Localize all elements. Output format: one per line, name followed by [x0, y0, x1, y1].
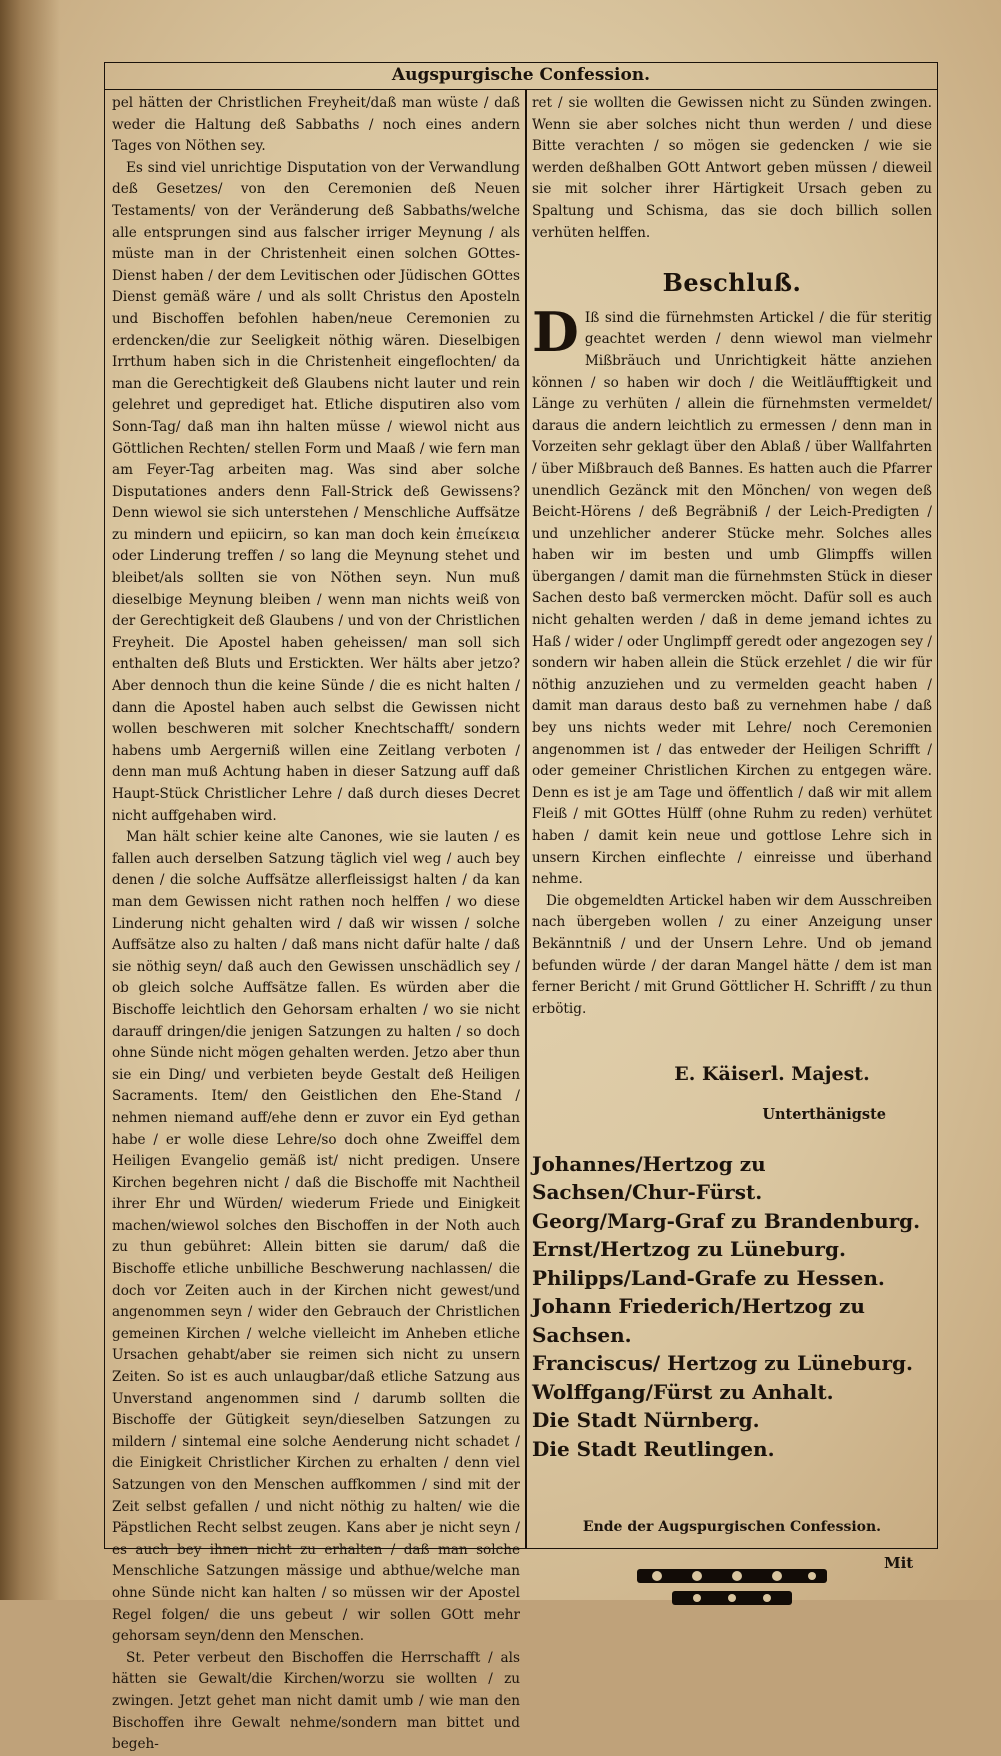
section-heading: Beschluß.	[662, 268, 802, 298]
signatory: Georg/Marg-Graf zu Brandenburg.	[532, 1208, 921, 1233]
signatory: Die Stadt Nürnberg.	[532, 1408, 760, 1433]
catchword: Mit	[884, 1554, 914, 1572]
paragraph	[532, 299, 932, 891]
paragraph-text: Iß sind die fürnehmsten Artickel / die für steritig geachtet werden / denn wiewol man vielmehr Mißbräuch und Unrichtigkeit hätte anziehen können / so haben wir doch / die Weitläufftigkeit und Länge zu verhüten / allein die fürnehmsten vermeldet/ daraus die andern leichtlich zu ermessen / denn man in Vorzeiten sehr geklagt über den Ablaß / über Wallfahrten / über Mißbrauch deß Bannes. Es hatten auch die Pfarrer unendlich Gezänck mit den Mönchen/ von wegen deß Beicht-Hörens / deß Begräbniß / der Leich-Predigten / und unzehlicher anderer Stücke mehr. Solches alles haben wir im besten und umb Glimpffs willen übergangen / damit man die fürnehmsten Stück in dieser Sachen desto baß vermercken möcht. Dafür soll es auch nicht gehalten werden / daß in deme jemand ichtes zu Haß / wider / oder Unglimpff geredt oder angezogen sey / sondern wir haben allein die Stück erzehlet / die wir für nöthig anzuziehen und zu vermelden geacht haben / damit man daraus desto baß zu vernehmen habe / daß bey uns nichts weder mit Lehre/ noch Ceremonien angenommen ist / das entweder der Heiligen Schrifft / oder gemeiner Christlichen Kirchen zu entgegen wäre. Denn es ist je am Tage und öffentlich / daß wir mit allem Fleiß / mit GOttes Hülff (ohne Ruhm zu reden) verhütet haben / damit kein neue und gottlose Lehre sich in unsern Kirchen einflechte / einreisse und überhand nehme.	[532, 309, 932, 888]
signatory: Ernst/Hertzog zu Lüneburg.	[532, 1237, 846, 1262]
binding-shadow	[0, 0, 60, 1600]
running-header	[104, 62, 938, 90]
subject-line: Unterthänigste	[762, 1105, 886, 1123]
signatory: Franciscus/ Hertzog zu Lüneburg.	[532, 1351, 913, 1376]
paragraph: Es sind viel unrichtige Disputation von der Verwandlung deß Gesetzes/ von den Ceremonien deß Neuen Testaments/ von der Veränderung deß Sabbaths/welche alle entsprungen sind aus falscher irriger Meynung / als müste man in der Christenheit einen solchen GOttes-Dienst haben / der dem Levitischen oder Jüdischen GOttes Dienst gemäß wäre / und als sollt Christus den Aposteln und Bischoffen befohlen haben/neue Ceremonien zu erdencken/die zur Seeligkeit nöthig wären. Dieselbigen Irrthum haben sich in die Christenheit eingeflochten/ da man die Gerechtigkeit deß Glaubens nicht lauter und rein gelehret und geprediget hat. Etliche disputiren also vom Sonn-Tag/ daß man ihn halten müsse / wiewol nicht aus Göttlichen Rechten/ stellen Form und Maaß / wie fern man am Feyer-Tag arbeiten mag. Was sind aber solche Disputationes anders denn Fall-Strick deß Gewissens? Denn wiewol sie sich unterstehen / Menschliche Auffsätze zu mindern und epiicirn, so kan man doch kein ἐπιείκεια oder Linderung treffen / so lang die Meynung stehet und bleibet/als sollten sie von Nöthen seyn. Nun muß dieselbige Meynung bleiben / wenn man nichts weiß von der Gerechtigkeit deß Glaubens / und von der Christlichen Freyheit. Die Apostel haben geheissen/ man soll sich enthalten deß Bluts und Erstickten. Wer hälts aber jetzo? Aber dennoch thun die keine Sünde / die es nicht halten / dann die Apostel haben auch selbst die Gewissen nicht wollen beschweren mit solcher Knechtschafft/ sondern habens umb Aergerniß willen eine Zeitlang verboten / denn man muß Achtung haben in dieser Satzung auff daß Haupt-Stück Christlicher Lehre / daß durch dieses Decret nicht auffgehaben wird.	[112, 159, 520, 824]
right-column	[532, 93, 932, 1545]
left-column	[112, 93, 520, 1753]
paragraph: ret / sie wollten die Gewissen nicht zu Sünden zwingen. Wenn sie aber solches nicht thun werden / und diese Bitte verachten / so mögen sie gedencken / wie sie werden deßhalben GOtt Antwort geben müssen / dieweil sie mit solcher ihrer Härtigkeit Ursach geben zu Spaltung und Schisma, das sie doch billich sollen verhüten helffen.	[532, 95, 932, 241]
paragraph: Die obgemeldten Artickel haben wir dem Ausschreiben nach übergeben wollen / zu einer Anzeigung unser Bekänntniß / und der Unsern Lehre. Und ob jemand befunden würde / der daran Mangel hätte / dem ist man ferner Bericht / mit Grund Göttlicher H. Schrifft / zu thun erbötig.	[532, 892, 932, 1017]
signatory: Johannes/Hertzog zu Sachsen/Chur-Fürst.	[532, 1151, 766, 1205]
fleuron-graphic	[637, 1561, 827, 1617]
signatory: Wolffgang/Fürst zu Anhalt.	[532, 1379, 834, 1404]
signatory-list	[532, 1150, 932, 1464]
drop-capital: D	[532, 299, 579, 364]
colophon: Ende der Augspurgischen Confession.	[582, 1519, 882, 1536]
signatory: Philipps/Land-Grafe zu Hessen.	[532, 1265, 885, 1290]
running-title: Augspurgische Confession.	[391, 65, 651, 85]
paragraph: Man hält schier keine alte Canones, wie sie lauten / es fallen auch derselben Satzung täglich viel weg / auch bey denen / die solche Auffsätze allerfleissigst halten / da kan man dem Gewissen nicht rathen noch helffen / wo diese Linderung nicht gehalten wird / daß wir wissen / solche Auffsätze also zu halten / daß mans nicht dafür halte / daß sie nöthig seyn/ daß auch den Gewissen unschädlich sey / ob gleich solche Auffsätze fallen. Es würden aber die Bischoffe leichtlich den Gehorsam erhalten / wo sie nicht darauff dringen/die jenigen Satzungen zu halten / so doch ohne Sünde nicht mögen gehalten werden. Jetzo aber thun sie ein Ding/ und verbieten beyde Gestalt deß Heiligen Sacraments. Item/ den Geistlichen den Ehe-Stand / nehmen niemand auff/ehe denn er zuvor ein Eyd gethan habe / er wolle diese Lehre/so doch ohne Zweiffel dem Heiligen Evangelio gemäß ist/ nicht predigen. Unsere Kirchen begehren nicht / daß die Bischoffe mit Nachtheil ihrer Ehr und Würden/ wiederum Friede und Einigkeit machen/wiewol solches den Bischoffen in der Noth auch zu thun gebühret: Allein bitten sie darum/ daß die Bischoffe etliche unbilliche Beschwerung nachlassen/ die doch vor Zeiten auch in der Kirchen nicht gewest/und angenommen seyn / wider den Gebrauch der Christlichen gemeinen Kirchen / welche vielleicht im Anheben etliche Ursachen gehabt/aber sie reimen sich nicht zu unsern Zeiten. So ist es auch unlaugbar/daß etliche Satzung aus Unverstand angenommen sind / darumb sollten die Bischoffe der Gütigkeit seyn/dieselben Satzungen zu mildern / sintemal eine solche Aenderung nicht schadet / die Einigkeit Christlicher Kirchen zu erhalten / denn viel Satzungen von den Menschen auffkommen / sind mit der Zeit selbst gefallen / und nicht nöthig zu halten/ wie die Päpstlichen Recht selbst zeugen. Kans aber je nicht seyn / es auch bey ihnen nicht zu erhalten / daß man solche Menschliche Satzungen mässige und abthue/welche man ohne Sünde nicht kan halten / so müssen wir der Apostel Regel folgen/ die uns gebeut / wir sollen GOtt mehr gehorsam seyn/denn den Menschen.	[112, 829, 520, 1645]
decorative-fleuron-icon	[637, 1561, 827, 1624]
signatory: Johann Friederich/Hertzog zu Sachsen.	[532, 1294, 865, 1347]
signatory: Die Stadt Reutlingen.	[532, 1436, 775, 1461]
paragraph: St. Peter verbeut den Bischoffen die Herrschafft / als hätten sie Gewalt/die Kirchen/worzu sie wollten / zu zwingen. Jetzt gehet man nicht damit umb / wie man den Bischoffen ihre Gewalt nehme/sondern man bittet und begeh-	[112, 1649, 520, 1753]
paragraph: pel hätten der Christlichen Freyheit/daß man wüste / daß weder die Haltung deß Sabbaths / noch eines andern Tages von Nöthen sey.	[112, 95, 520, 155]
column-divider	[525, 89, 527, 1549]
majesty-salutation: E. Käiserl. Majest.	[674, 1063, 870, 1086]
